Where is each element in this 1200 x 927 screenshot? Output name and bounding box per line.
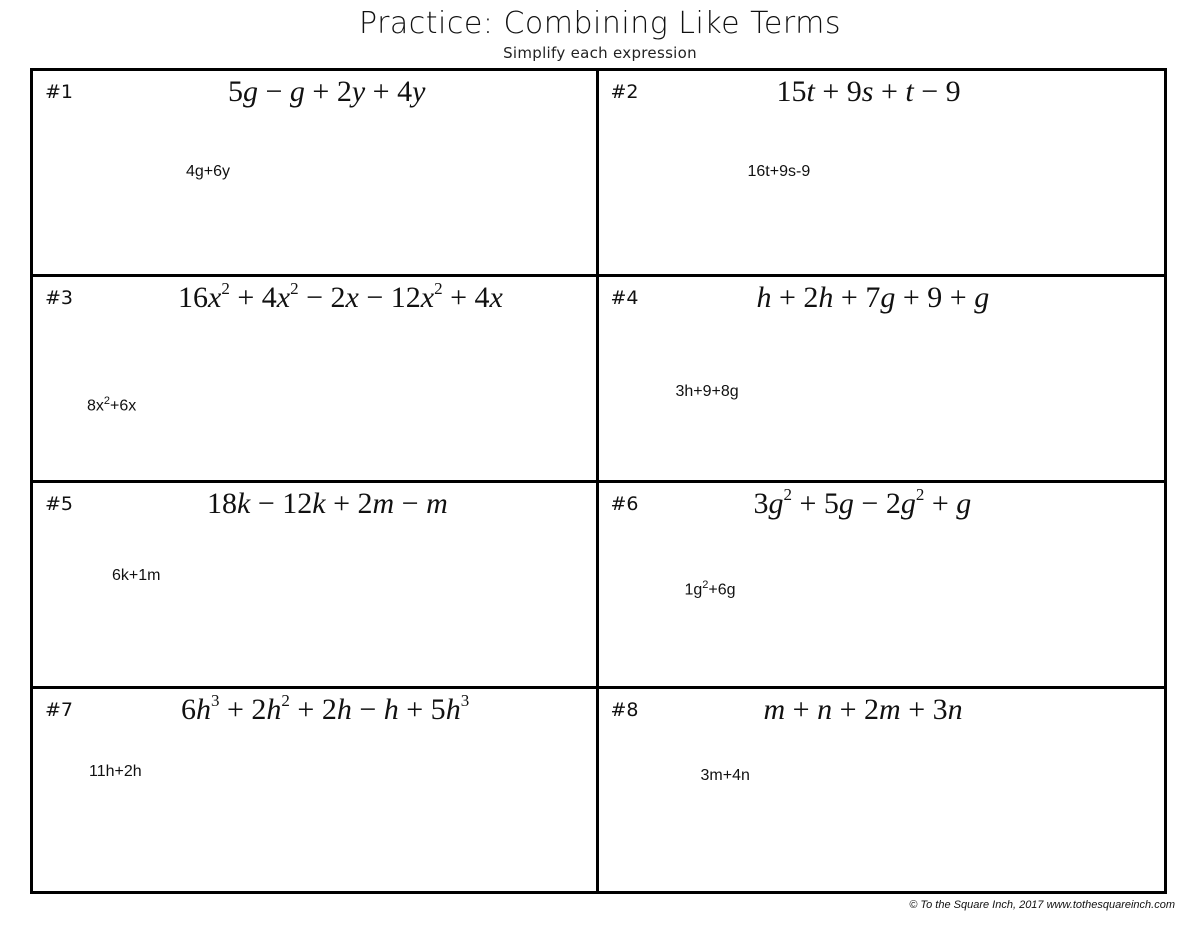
handwritten-answer: 11h+2h [89,763,142,780]
problem-cell-4 [599,277,1165,483]
problem-expression: 18k − 12k + 2m − m [207,487,448,520]
handwritten-answer: 4g+6y [186,163,231,180]
problem-number: #3 [45,287,74,309]
problem-number: #1 [45,81,74,103]
problem-expression: h + 2h + 7g + 9 + g [756,281,990,314]
problem-cell-6 [599,483,1165,689]
problem-number: #5 [45,493,74,515]
problem-expression: $6h^3 + 2h^2 + 2h - h + 5h^3$ [181,691,470,726]
problem-number: #2 [610,81,639,103]
handwritten-answer: $1g^2+6g$ [684,579,736,599]
problem-expression: 15t + 9s + t − 9 [776,75,961,108]
problem-expression: 5g − g + 2y + 4y [228,75,426,108]
problem-cell-5 [33,483,599,689]
problem-number: #7 [45,699,74,721]
worksheet-title: Practice: Combining Like Terms [359,6,841,41]
problem-expression: $3g^2 + 5g - 2g^2 + g$ [753,485,972,520]
problem-number: #6 [610,493,639,515]
problem-cell-8 [599,689,1165,891]
problem-cell-3 [33,277,599,483]
handwritten-answer: 6k+1m [112,567,161,584]
worksheet-subtitle: Simplify each expression [503,44,697,62]
problem-number: #8 [610,699,639,721]
handwritten-answer: $8x^2+6x$ [87,395,137,415]
problem-expression: $16x^2 + 4x^2 - 2x - 12x^2 + 4x$ [178,279,503,314]
copyright-footer: © To the Square Inch, 2017 www.tothesquareinch.com [909,899,1175,911]
problem-grid [30,68,1167,894]
handwritten-answer: 3m+4n [700,767,750,784]
problem-expression: m + n + 2m + 3n [763,693,963,726]
problem-cell-7 [33,689,599,891]
problem-number: #4 [610,287,639,309]
handwritten-answer: 16t+9s-9 [747,163,811,180]
problem-cell-2 [599,71,1165,277]
handwritten-answer: 3h+9+8g [675,383,739,400]
problem-cell-1 [33,71,599,277]
